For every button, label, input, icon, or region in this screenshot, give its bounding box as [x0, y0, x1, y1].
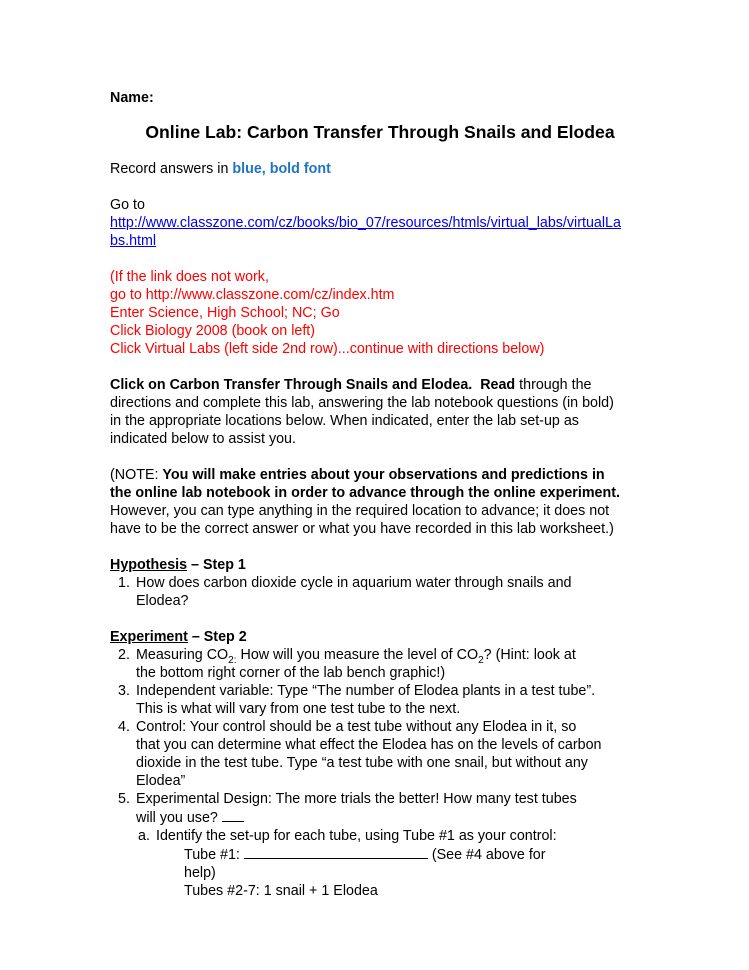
- click-line-3: in the appropriate locations below. When indicated, enter the lab set-up as: [110, 413, 579, 429]
- note-prefix: (NOTE:: [110, 467, 163, 483]
- goto-label: Go to: [110, 197, 145, 213]
- alt-direction-line: go to http://www.classzone.com/cz/index.htm: [110, 287, 395, 303]
- record-prefix: Record answers in: [110, 161, 233, 177]
- click-line-2: directions and complete this lab, answering the lab notebook questions (in bold): [110, 395, 614, 411]
- item-line: Elodea”: [136, 773, 186, 789]
- click-rest-1: through the: [515, 377, 592, 393]
- hypothesis-heading: [110, 556, 650, 574]
- tube-1-answer-blank[interactable]: [244, 845, 428, 859]
- list-item: [110, 682, 650, 718]
- item-line: How does carbon dioxide cycle in aquarium water through snails and: [136, 575, 572, 591]
- experiment-list: [110, 646, 650, 827]
- experiment-heading-step: – Step 2: [187, 629, 247, 645]
- tube-1-line: [110, 845, 650, 864]
- item-line: Independent variable: Type “The number of Elodea plants in a test tube”.: [136, 683, 596, 699]
- item-text: Measuring $CO_{2:}$ How will you measure the level of $CO_2$? (Hint: look at: [136, 647, 576, 666]
- record-emphasis: blue, bold font: [232, 161, 331, 177]
- item-number: a.: [138, 828, 150, 844]
- hypothesis-heading-step: – Step 1: [187, 557, 246, 573]
- item-number: 3.: [118, 683, 130, 699]
- item-line: Elodea?: [136, 593, 189, 609]
- alt-direction-line: (If the link does not work,: [110, 269, 269, 285]
- note-paragraph: [110, 466, 650, 538]
- lab-url-link[interactable]: [110, 214, 650, 250]
- list-item: [110, 574, 650, 610]
- item-line: the bottom right corner of the lab bench graphic!): [136, 665, 446, 681]
- item-line: dioxide in the test tube. Type “a test tube with one snail, but without any: [136, 755, 588, 771]
- experiment-heading: [110, 628, 650, 646]
- note-line-3: However, you can type anything in the required location to advance; it does not: [110, 503, 610, 519]
- note-line-4: have to be the correct answer or what you have recorded in this lab worksheet.): [110, 521, 614, 537]
- tube-1-hint-cont: help): [184, 865, 216, 881]
- alt-direction-line: Enter Science, High School; NC; Go: [110, 305, 340, 321]
- tube-1-label: Tube #1:: [184, 847, 244, 863]
- item-line: that you can determine what effect the Elodea has on the levels of carbon: [136, 737, 602, 753]
- list-item: [110, 718, 650, 790]
- item-number: 4.: [118, 719, 130, 735]
- lab-url-line2[interactable]: bs.html: [110, 233, 157, 249]
- tube-1-hint: (See #4 above for: [427, 847, 546, 863]
- alt-direction-line: Click Biology 2008 (book on left): [110, 323, 316, 339]
- hypothesis-list: [110, 574, 650, 610]
- item-number: 5.: [118, 791, 130, 807]
- tubes-2-7-line: Tubes #2-7: 1 snail + 1 Elodea: [184, 883, 378, 899]
- list-item: [110, 646, 650, 682]
- alternate-directions: [110, 268, 650, 358]
- list-item: [110, 790, 650, 827]
- hypothesis-heading-label: Hypothesis: [110, 557, 188, 573]
- test-tube-count-blank[interactable]: [222, 808, 244, 822]
- note-bold-1: You will make entries about your observations and predictions in: [162, 467, 605, 483]
- click-instructions: [110, 376, 650, 448]
- worksheet-page: [110, 89, 650, 900]
- experiment-heading-label: Experiment: [110, 629, 188, 645]
- click-bold-2: Read: [480, 377, 516, 393]
- item-line: Control: Your control should be a test tube without any Elodea in it, so: [136, 719, 577, 735]
- name-label: Name:: [110, 90, 154, 106]
- note-bold-2: the online lab notebook in order to advance through the online experiment.: [110, 485, 620, 501]
- item-number: 1.: [118, 575, 130, 591]
- item-line: will you use?: [136, 810, 222, 826]
- item-line: Identify the set-up for each tube, using Tube #1 as your control:: [156, 828, 557, 844]
- item-number: 2.: [118, 647, 130, 663]
- record-instruction: [110, 160, 650, 178]
- item-line: Experimental Design: The more trials the better! How many test tubes: [136, 791, 577, 807]
- page-title: Online Lab: Carbon Transfer Through Snails and Elodea: [145, 122, 615, 142]
- sub-item-setup: [110, 827, 650, 845]
- item-line: This is what will vary from one test tube to the next.: [136, 701, 461, 717]
- click-line-4: indicated below to assist you.: [110, 431, 296, 447]
- lab-url-line1[interactable]: http://www.classzone.com/cz/books/bio_07/resources/htmls/virtual_labs/virtualLa: [110, 215, 621, 231]
- alt-direction-line: Click Virtual Labs (left side 2nd row)...continue with directions below): [110, 341, 545, 357]
- click-bold-1: Click on Carbon Transfer Through Snails and Elodea.: [110, 377, 473, 393]
